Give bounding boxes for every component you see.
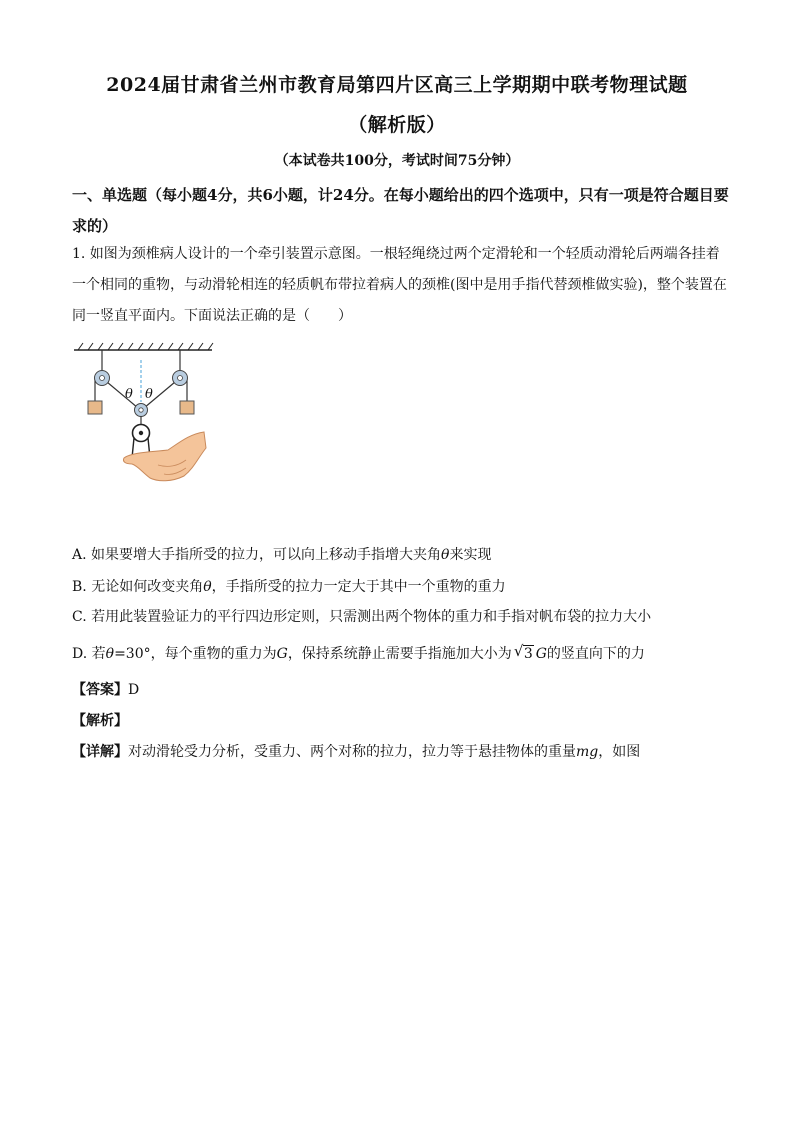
exam-info: （本试卷共100分，考试时间75分钟） [274,153,520,169]
exam-title: 2024届甘肃省兰州市教育局第四片区高三上学期期中联考物理试题 [106,74,688,96]
option-d: D. 若θ=30°，每个重物的重力为G，保持系统静止需要手指施加大小为 √ 3 G的竖直向下的力 [72,642,645,662]
option-c: C. 若用此装置验证力的平行四边形定则，只需测出两个物体的重力和手指对帆布袋的拉力大小 [72,609,652,625]
section-heading: 一、单选题（每小题4分，共6小题，计24分。在每小题给出的四个选项中，只有一项是符合题目要求的） [72,186,729,235]
angle-label-right: θ [145,387,153,402]
option-a: A. 如果要增大手指所受的拉力，可以向上移动手指增大夹角θ来实现 [72,547,492,563]
analysis-heading: 【解析】 [72,713,128,729]
pulley-traction-diagram [72,340,222,500]
angle-label-left: θ [125,387,133,402]
square-root: √ 3 [513,642,533,662]
detail-line: 【详解】对动滑轮受力分析，受重力、两个对称的拉力，拉力等于悬挂物体的重量mg，如图 [72,744,641,760]
question-1-stem: 1. 如图为颈椎病人设计的一个牵引装置示意图。一根轻绳绕过两个定滑轮和一个轻质动滑轮后两端各挂着一个相同的重物，与动滑轮相连的轻质帆布带拉着病人的颈椎(图中是用手指代替颈椎做实验)，整个装置在同一竖直平面内。下面说法正确的是（ ） [72,246,727,324]
exam-title-suffix: （解析版） [348,114,446,136]
answer-value: D [128,682,140,698]
answer-line: 【答案】D [72,682,140,698]
option-b: B. 无论如何改变夹角θ，手指所受的拉力一定大于其中一个重物的重力 [72,579,506,595]
